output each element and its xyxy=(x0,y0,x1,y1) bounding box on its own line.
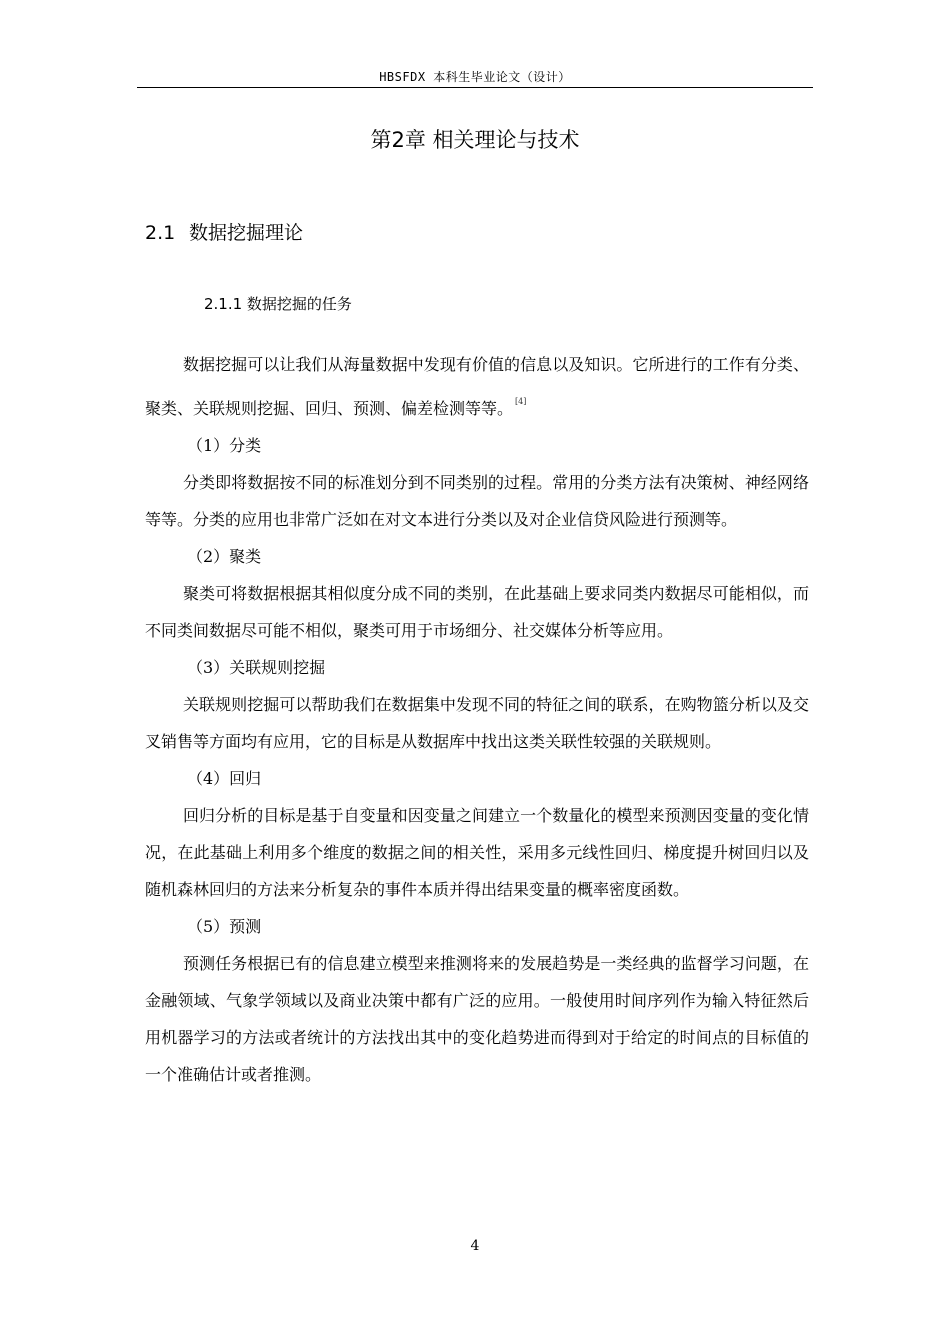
page-header: HBSFDX 本科生毕业论文（设计） xyxy=(379,70,571,84)
page-number: 4 xyxy=(470,1238,480,1254)
body-text xyxy=(145,346,809,1093)
section-heading xyxy=(145,218,303,245)
section-number: 2.1 xyxy=(145,222,176,244)
item-heading-clustering: （2）聚类 xyxy=(187,547,262,566)
item-heading-association-rules: （3）关联规则挖掘 xyxy=(187,658,326,677)
item-heading-regression: （4）回归 xyxy=(187,769,262,788)
item-paragraph-classification: 分类即将数据按不同的标准划分到不同类别的过程。常用的分类方法有决策树、神经网络等等。分类的应用也非常广泛如在对文本进行分类以及对企业信贷风险进行预测等。 xyxy=(145,473,809,529)
citation-ref: [4] xyxy=(515,397,527,406)
chapter-title: 第2章 相关理论与技术 xyxy=(370,128,580,152)
intro-text: 数据挖掘可以让我们从海量数据中发现有价值的信息以及知识。它所进行的工作有分类、聚类、关联规则挖掘、回归、预测、偏差检测等等。 xyxy=(145,355,809,418)
item-heading-prediction: （5）预测 xyxy=(187,917,262,936)
intro-paragraph xyxy=(145,346,809,427)
header-divider xyxy=(137,87,813,88)
subsection-heading: 2.1.1 数据挖掘的任务 xyxy=(204,295,352,313)
item-paragraph-regression: 回归分析的目标是基于自变量和因变量之间建立一个数量化的模型来预测因变量的变化情况，在此基础上利用多个维度的数据之间的相关性，采用多元线性回归、梯度提升树回归以及随机森林回归的方法来分析复杂的事件本质并得出结果变量的概率密度函数。 xyxy=(145,806,809,899)
item-paragraph-clustering: 聚类可将数据根据其相似度分成不同的类别，在此基础上要求同类内数据尽可能相似，而不同类间数据尽可能不相似，聚类可用于市场细分、社交媒体分析等应用。 xyxy=(145,584,809,640)
item-heading-classification: （1）分类 xyxy=(187,436,262,455)
item-paragraph-prediction: 预测任务根据已有的信息建立模型来推测将来的发展趋势是一类经典的监督学习问题，在金融领域、气象学领域以及商业决策中都有广泛的应用。一般使用时间序列作为输入特征然后用机器学习的方法或者统计的方法找出其中的变化趋势进而得到对于给定的时间点的目标值的一个准确估计或者推测。 xyxy=(145,954,809,1084)
item-paragraph-association-rules: 关联规则挖掘可以帮助我们在数据集中发现不同的特征之间的联系，在购物篮分析以及交叉销售等方面均有应用，它的目标是从数据库中找出这类关联性较强的关联规则。 xyxy=(145,695,809,751)
section-title: 数据挖掘理论 xyxy=(189,222,304,244)
